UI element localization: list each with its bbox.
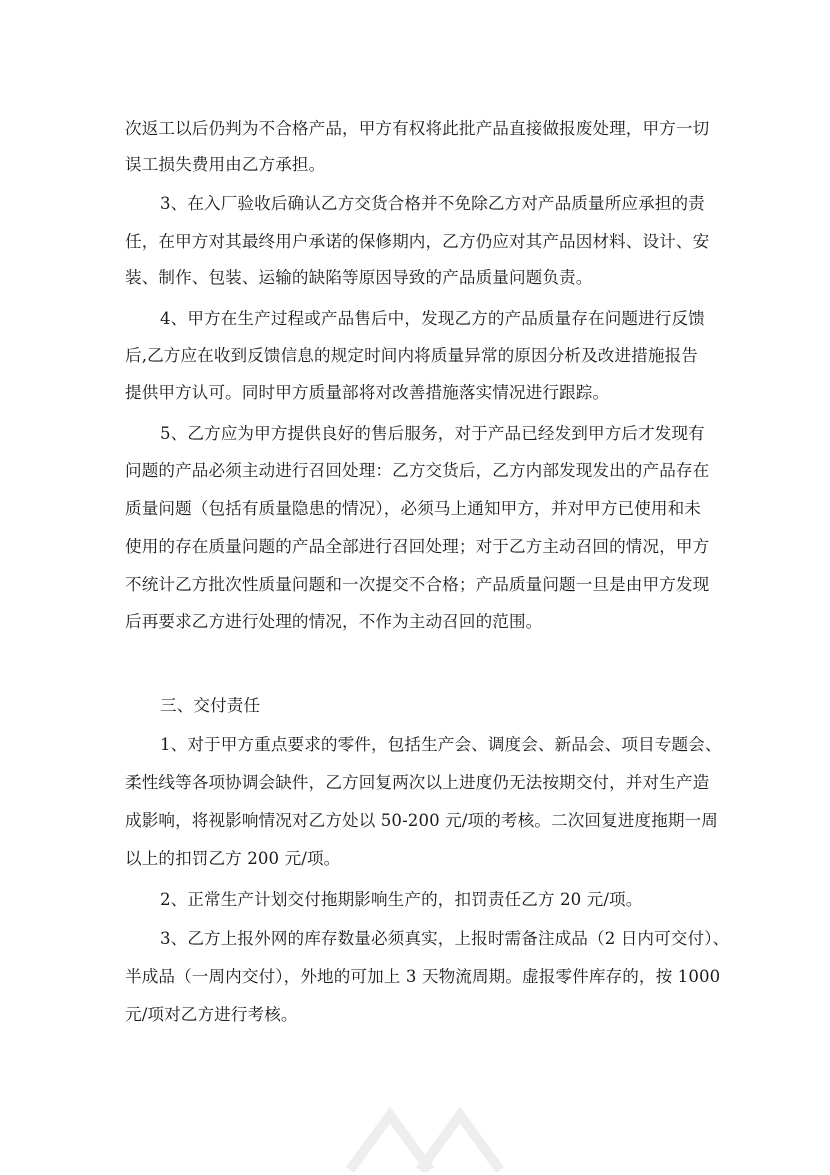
text-line: 5、乙方应为甲方提供良好的售后服务，对于产品已经发到甲方后才发现有 xyxy=(160,424,705,443)
text-line: 3、在入厂验收后确认乙方交货合格并不免除乙方对产品质量所应承担的责 xyxy=(160,194,705,213)
text-line: 成影响，将视影响情况对乙方处以 50-200 元/项的考核。二次回复进度拖期一周 xyxy=(125,811,718,830)
text-line: 后再要求乙方进行处理的情况，不作为主动召回的范围。 xyxy=(125,612,543,631)
text-line: 误工损失费用由乙方承担。 xyxy=(125,155,326,174)
text-line: 2、正常生产计划交付拖期影响生产的，扣罚责任乙方 20 元/项。 xyxy=(160,890,643,909)
section-heading: 三、交付责任 xyxy=(160,696,261,715)
text-line: 不统计乙方批次性质量问题和一次提交不合格；产品质量问题一旦是由甲方发现 xyxy=(125,575,710,594)
text-line: 元/项对乙方进行考核。 xyxy=(125,1005,298,1024)
text-line: 1、对于甲方重点要求的零件，包括生产会、调度会、新品会、项目专题会、 xyxy=(160,735,722,754)
text-line: 以上的扣罚乙方 200 元/项。 xyxy=(125,849,341,868)
text-line: 后,乙方应在收到反馈信息的规定时间内将质量异常的原因分析及改进措施报告 xyxy=(125,346,698,365)
text-line: 4、甲方在生产过程或产品售后中，发现乙方的产品质量存在问题进行反馈 xyxy=(160,309,705,328)
text-line: 使用的存在质量问题的产品全部进行召回处理；对于乙方主动召回的情况，甲方 xyxy=(125,537,710,556)
text-line: 问题的产品必须主动进行召回处理：乙方交货后，乙方内部发现发出的产品存在 xyxy=(125,461,710,480)
text-line: 柔性线等各项协调会缺件，乙方回复两次以上进度仍无法按期交付，并对生产造 xyxy=(125,773,710,792)
text-line: 质量问题（包括有质量隐患的情况），必须马上通知甲方，并对甲方已使用和未 xyxy=(125,499,701,518)
text-line: 半成品（一周内交付），外地的可加上 3 天物流周期。虚报零件库存的，按 1000 xyxy=(125,967,721,986)
text-line: 3、乙方上报外网的库存数量必须真实，上报时需备注成品（2 日内可交付）、 xyxy=(160,929,730,948)
text-line: 装、制作、包装、运输的缺陷等原因导致的产品质量问题负责。 xyxy=(125,268,593,287)
text-line: 提供甲方认可。同时甲方质量部将对改善措施落实情况进行跟踪。 xyxy=(125,383,610,402)
text-line: 次返工以后仍判为不合格产品，甲方有权将此批产品直接做报废处理，甲方一切 xyxy=(125,119,710,138)
text-line: 任，在甲方对其最终用户承诺的保修期内，乙方仍应对其产品因材料、设计、安 xyxy=(125,232,710,251)
